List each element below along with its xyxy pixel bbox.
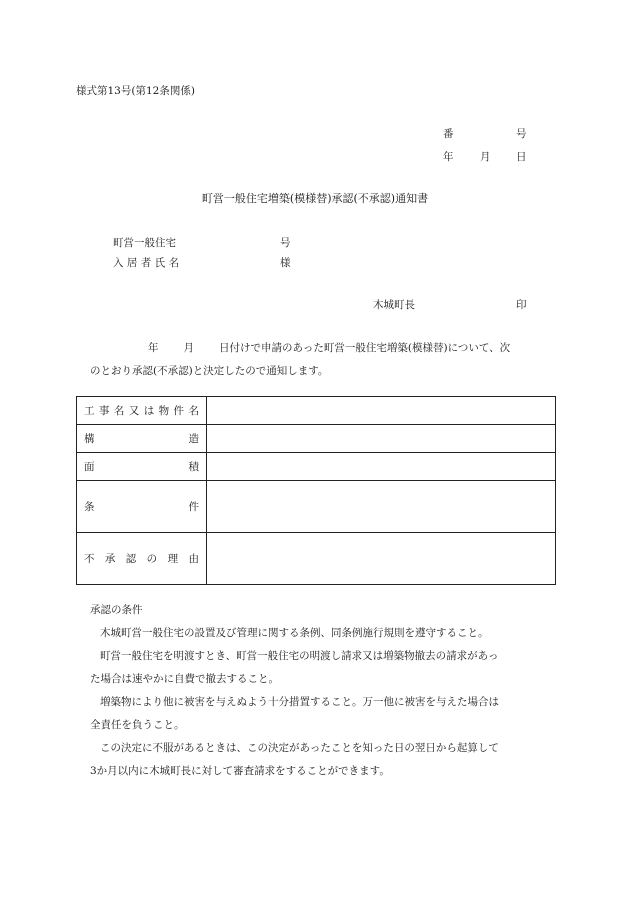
form-number: 様式第13号(第12条関係) [76, 85, 195, 97]
condition-line: この決定に不服があるときは、この決定があったことを知った日の翌日から起算して [100, 742, 499, 754]
date-month: 月 [480, 151, 491, 163]
label-char: 承 [104, 553, 116, 565]
label-disapproval-reason [77, 533, 207, 585]
reference-go: 号 [516, 128, 527, 140]
table-row [77, 397, 556, 425]
label-char: 名 [188, 405, 199, 417]
intro-text: 日付けで申請のあった町営一般住宅増築(模様替)について、次 [219, 342, 511, 354]
label-char: の [146, 553, 158, 565]
label-char: 由 [188, 553, 199, 565]
date-year: 年 [443, 151, 454, 163]
table-row [77, 453, 556, 481]
condition-line: 3か月以内に木城町長に対して審査請求をすることができます。 [90, 765, 390, 777]
label-char: 面 [84, 461, 95, 473]
label-area [77, 453, 207, 481]
reference-ban: 番 [443, 128, 454, 140]
label-char: 件 [173, 405, 185, 417]
label-structure [77, 425, 207, 453]
label-char: 件 [188, 501, 199, 513]
table-row [77, 425, 556, 453]
label-char: 事 [98, 405, 110, 417]
conditions-heading: 承認の条件 [90, 604, 143, 616]
value-structure[interactable] [207, 425, 556, 453]
resident-honorific: 様 [280, 257, 291, 269]
housing-label: 町営一般住宅 [113, 237, 176, 249]
label-char: 造 [188, 433, 199, 445]
label-char: 条 [84, 501, 95, 513]
intro-line-1 [148, 340, 510, 355]
label-char: 認 [125, 553, 137, 565]
label-char: 積 [188, 461, 199, 473]
label-work-name [77, 397, 207, 425]
condition-line: た場合は速やかに自費で撤去すること。 [90, 673, 279, 685]
condition-line: 木城町営一般住宅の設置及び管理に関する条例、同条例施行規則を遵守すること。 [100, 627, 489, 639]
condition-line: 増築物により他に被害を与えぬよう十分措置すること。万一他に被害を与えた場合は [100, 696, 499, 708]
value-work-name[interactable] [207, 397, 556, 425]
condition-line: 全責任を負うこと。 [90, 719, 185, 731]
seal-mark: 印 [516, 299, 527, 311]
label-char: 理 [167, 553, 179, 565]
details-table [76, 396, 556, 585]
date-day: 日 [516, 151, 527, 163]
label-conditions [77, 481, 207, 533]
value-conditions[interactable] [207, 481, 556, 533]
label-char: 構 [84, 433, 95, 445]
label-char: 又 [128, 405, 140, 417]
label-char: 名 [113, 405, 125, 417]
intro-line-2: のとおり承認(不承認)と決定したので通知します。 [90, 365, 329, 377]
label-char: 物 [158, 405, 170, 417]
table-row [77, 481, 556, 533]
intro-month: 月 [183, 342, 194, 354]
intro-year: 年 [148, 342, 159, 354]
table-row [77, 533, 556, 585]
resident-name-label: 入居者氏名 [113, 257, 183, 269]
label-char: 工 [84, 405, 95, 417]
label-char: は [143, 405, 155, 417]
document-title: 町営一般住宅増築(模様替)承認(不承認)通知書 [201, 192, 429, 205]
value-area[interactable] [207, 453, 556, 481]
housing-number-suffix: 号 [280, 237, 291, 249]
value-disapproval-reason[interactable] [207, 533, 556, 585]
label-char: 不 [84, 553, 95, 565]
issuer-name: 木城町長 [373, 299, 415, 311]
condition-line: 町営一般住宅を明渡すとき、町営一般住宅の明渡し請求又は増築物撤去の請求があっ [100, 650, 499, 662]
